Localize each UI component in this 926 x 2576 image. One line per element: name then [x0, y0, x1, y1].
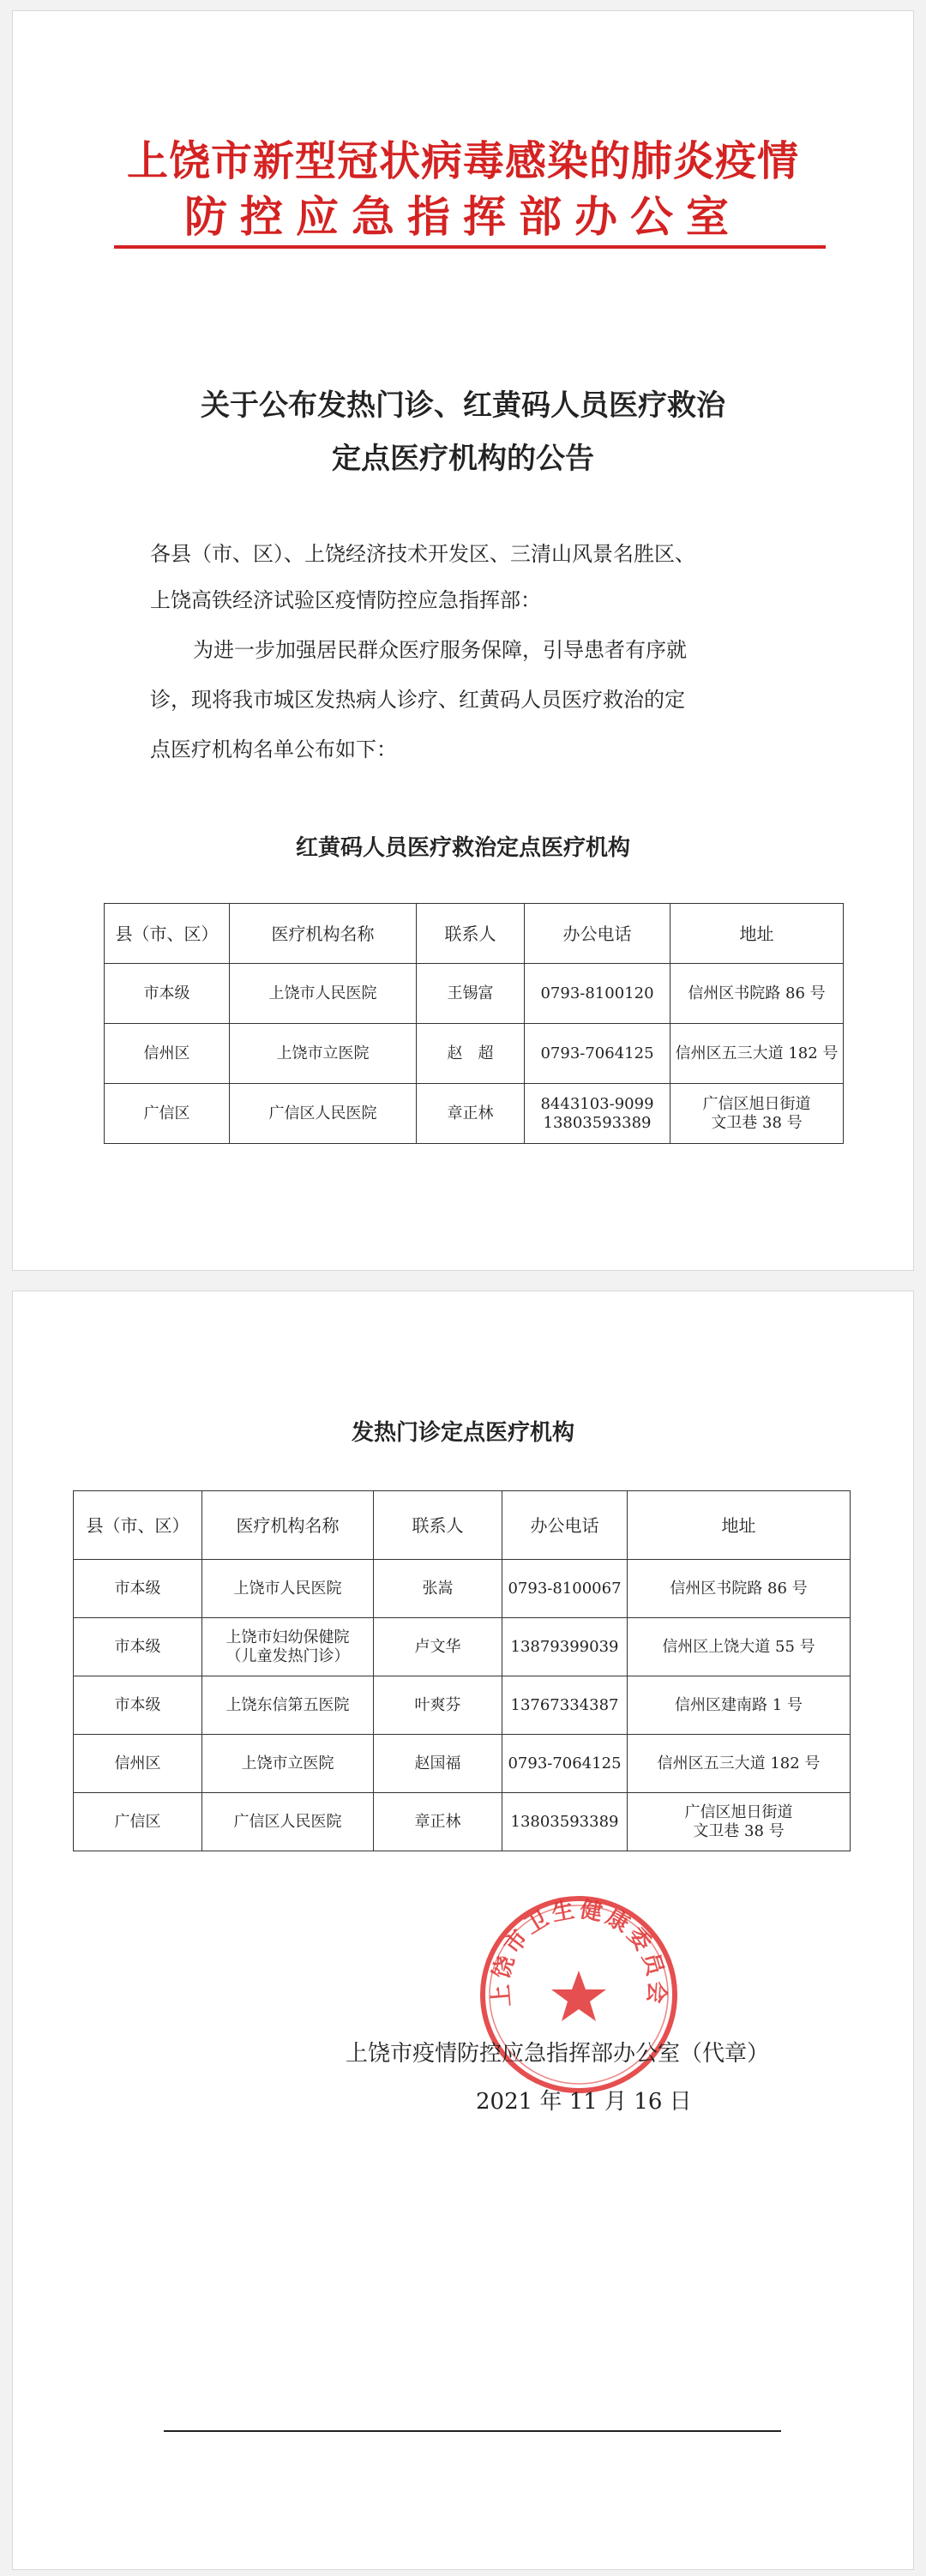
table-header-cell: 县（市、区） [74, 1491, 202, 1560]
table-cell: 广信区旭日街道 文卫巷 38 号 [628, 1793, 851, 1851]
table-header-row [74, 1491, 851, 1560]
table-cell: 赵国福 [374, 1735, 502, 1793]
seal-star-icon [551, 1971, 606, 2021]
table-header-cell: 医疗机构名称 [202, 1491, 374, 1560]
table-header-cell: 医疗机构名称 [230, 904, 417, 964]
table-header-cell: 联系人 [417, 904, 525, 964]
red-yellow-code-table [104, 903, 844, 1144]
table-row [105, 1084, 844, 1144]
table-cell: 市本级 [105, 964, 230, 1024]
table-cell: 13767334387 [502, 1676, 628, 1735]
table-cell: 广信区 [74, 1793, 202, 1851]
table-cell: 市本级 [74, 1618, 202, 1676]
paragraph-line-2: 诊，现将我市城区发热病人诊疗、红黄码人员医疗救治的定 [150, 688, 685, 712]
table-header-cell: 联系人 [374, 1491, 502, 1560]
table-cell: 章正林 [374, 1793, 502, 1851]
table-cell: 广信区人民医院 [230, 1084, 417, 1144]
table-cell: 上饶东信第五医院 [202, 1676, 374, 1735]
table-row [74, 1793, 851, 1851]
addressee-line-1: 各县（市、区）、上饶经济技术开发区、三清山风景名胜区、 [150, 542, 695, 566]
table-cell: 信州区书院路 86 号 [628, 1560, 851, 1618]
table-header-cell: 办公电话 [525, 904, 670, 964]
table-header-cell: 办公电话 [502, 1491, 628, 1560]
table-cell: 上饶市妇幼保健院 （儿童发热门诊） [202, 1618, 374, 1676]
table1-title: 红黄码人员医疗救治定点医疗机构 [295, 835, 630, 861]
document-page-1 [12, 10, 914, 1271]
table-cell: 赵 超 [417, 1024, 525, 1084]
table-header-row [105, 904, 844, 964]
table-cell: 0793-8100067 [502, 1560, 628, 1618]
table-cell: 0793-7064125 [525, 1024, 670, 1084]
addressee-line-2: 上饶高铁经济试验区疫情防控应急指挥部： [150, 588, 541, 612]
table-cell: 广信区旭日街道 文卫巷 38 号 [670, 1084, 844, 1144]
table-cell: 13879399039 [502, 1618, 628, 1676]
table2-title: 发热门诊定点医疗机构 [351, 1420, 574, 1446]
table-cell: 张嵩 [374, 1560, 502, 1618]
table-cell: 信州区上饶大道 55 号 [628, 1618, 851, 1676]
table-cell: 8443103-9099 13803593389 [525, 1084, 670, 1144]
table-header-cell: 地址 [670, 904, 844, 964]
table-cell: 信州区五三大道 182 号 [628, 1735, 851, 1793]
signature-org: 上饶市疫情防控应急指挥部办公室（代章） [346, 2041, 770, 2067]
table-cell: 上饶市人民医院 [202, 1560, 374, 1618]
bottom-rule [164, 2430, 781, 2432]
table-row [105, 964, 844, 1024]
header-red-rule [114, 245, 826, 249]
table-row [74, 1676, 851, 1735]
paragraph-line-1: 为进一步加强居民群众医疗服务保障，引导患者有序就 [193, 638, 687, 662]
table-row [74, 1735, 851, 1793]
table-cell: 信州区书院路 86 号 [670, 964, 844, 1024]
table-cell: 0793-7064125 [502, 1735, 628, 1793]
seal-text: 上饶市卫生健康委员会 [488, 1897, 670, 2008]
signature-date: 2021 年 11 月 16 日 [476, 2089, 692, 2115]
fever-clinic-table [73, 1490, 851, 1851]
table-cell: 叶爽芬 [374, 1676, 502, 1735]
notice-title-line-1: 关于公布发热门诊、红黄码人员医疗救治 [201, 388, 725, 423]
notice-title-line-2: 定点医疗机构的公告 [332, 442, 594, 476]
table-cell: 卢文华 [374, 1618, 502, 1676]
table-header-cell: 地址 [628, 1491, 851, 1560]
table-cell: 信州区建南路 1 号 [628, 1676, 851, 1735]
table-cell: 市本级 [74, 1676, 202, 1735]
table-cell: 上饶市立医院 [202, 1735, 374, 1793]
table-header-cell: 县（市、区） [105, 904, 230, 964]
table-cell: 广信区 [105, 1084, 230, 1144]
table-row [105, 1024, 844, 1084]
document-page-2 [12, 1291, 914, 2570]
table-cell: 上饶市人民医院 [230, 964, 417, 1024]
table-cell: 0793-8100120 [525, 964, 670, 1024]
header-title-line-1: 上饶市新型冠状病毒感染的肺炎疫情 [126, 137, 799, 185]
table-cell: 信州区 [105, 1024, 230, 1084]
paragraph-line-3: 点医疗机构名单公布如下： [150, 737, 397, 761]
table-cell: 广信区人民医院 [202, 1793, 374, 1851]
table-cell: 信州区 [74, 1735, 202, 1793]
table-cell: 上饶市立医院 [230, 1024, 417, 1084]
table-cell: 13803593389 [502, 1793, 628, 1851]
table-cell: 王锡富 [417, 964, 525, 1024]
header-title-line-2: 防控应急指挥部办公室 [184, 192, 742, 242]
table-cell: 章正林 [417, 1084, 525, 1144]
table-row [74, 1618, 851, 1676]
table-cell: 信州区五三大道 182 号 [670, 1024, 844, 1084]
table-cell: 市本级 [74, 1560, 202, 1618]
table-row [74, 1560, 851, 1618]
